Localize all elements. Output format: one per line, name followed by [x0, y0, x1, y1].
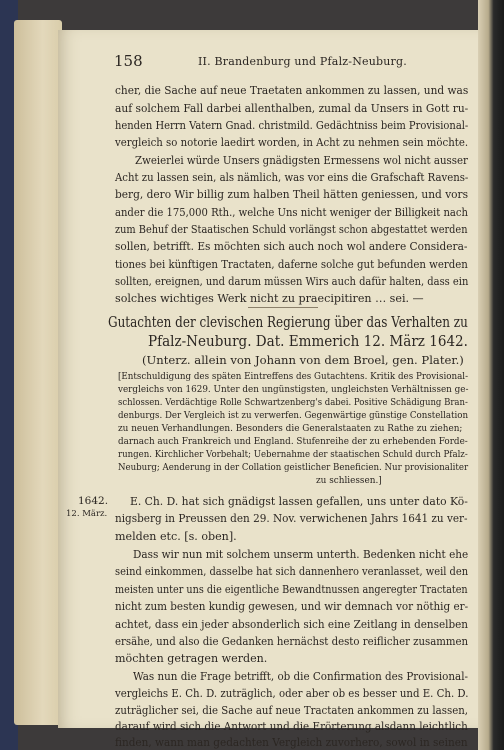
text-line: nicht zum besten kundig gewesen, und wir demnach vor nöthig er- — [115, 600, 469, 613]
margin-year: 1642. — [78, 495, 109, 507]
text-line: finden, wann man gedachten Vergleich zuvorhero, sowol in seinen — [115, 736, 468, 749]
text-line: seind einkommen, dasselbe hat sich dannenhero veranlasset, weil den — [115, 565, 469, 578]
text-line: E. Ch. D. hat sich gnädigst lassen gefallen, uns unter dato Kö- — [130, 495, 468, 508]
summary-line: vergleichs von 1629. Unter den ungünstigsten, ungleichsten Verhältnissen ge- — [118, 385, 469, 395]
summary-line: zu schliessen.] — [316, 476, 382, 486]
text-line: zuträglicher sei, die Sache auf neue Tractaten ankommen zu lassen, — [115, 704, 469, 717]
text-line: zum Behuf der Staatischen Schuld vorlängst schon abgestattet werden — [115, 223, 468, 236]
text-line: vergleich so notorie laedirt worden, in Acht zu nehmen sein möchte. — [115, 136, 469, 149]
text-line: melden etc. [s. oben]. — [115, 530, 237, 543]
summary-line: zu neuen Verhandlungen. Besonders die Generalstaaten zu Rathe zu ziehen; — [118, 424, 463, 434]
text-line: henden Herrn Vatern Gnad. christmild. Gedächtniss beim Provisional- — [115, 119, 469, 132]
page-stack — [14, 20, 62, 725]
summary-line: rungen. Kirchlicher Vorbehalt; Uebernahme der staatischen Schuld durch Pfalz- — [118, 450, 468, 460]
text-line: ander die 175,000 Rth., welche Uns nicht weniger der Billigkeit nach — [115, 206, 468, 219]
section-title-date: Pfalz-Neuburg. Dat. Emmerich 12. März 1642. — [148, 332, 468, 350]
text-line: ersähe, und also die Gedanken hernächst desto reiflicher zusammen — [115, 635, 469, 648]
section-subtitle: (Unterz. allein von Johann von dem Broel, gen. Plater.) — [142, 353, 464, 367]
text-line: cher, die Sache auf neue Traetaten ankommen zu lassen, und was — [115, 84, 469, 97]
text-line: Dass wir nun mit solchem unserm unterth. Bedenken nicht ehe — [133, 548, 469, 561]
text-line: Acht zu lassen sein, als nämlich, was vor eins die Grafschaft Ravens- — [115, 171, 469, 184]
text-line: nigsberg in Preussen den 29. Nov. verwichenen Jahrs 1641 zu ver- — [115, 512, 468, 525]
book-right-edge — [478, 0, 504, 750]
summary-line: schlossen. Verdächtige Rolle Schwartzenberg's dabei. Positive Schädigung Bran- — [118, 398, 468, 408]
summary-line: darnach auch Frankreich und England. Stufenreihe der zu erhebenden Forde- — [118, 437, 468, 447]
text-line: Zweierlei würde Unsers gnädigsten Ermessens wol nicht ausser — [135, 154, 468, 167]
text-line: meisten unter uns die eigentliche Bewandtnussen angeregter Tractaten — [115, 583, 468, 596]
text-line: darauf wird sich die Antwort und die Erörterung alsdann leichtlich — [115, 720, 468, 733]
summary-line: denburgs. Der Vergleich ist zu verwerfen. Gegenwärtige günstige Constellation — [118, 411, 469, 421]
text-line: solches wichtiges Werk nicht zu praecipitiren … sei. — — [115, 292, 424, 305]
margin-date: 12. März. — [66, 509, 108, 519]
running-title: II. Brandenburg und Pfalz-Neuburg. — [198, 55, 407, 68]
text-line: tiones bei künftigen Tractaten, daferne solche gut befunden werden — [115, 258, 468, 271]
text-line: sollten, ereignen, und darum müssen Wirs auch dafür halten, dass ein — [115, 275, 469, 288]
text-line: Was nun die Frage betrifft, ob die Confirmation des Provisional- — [133, 670, 468, 683]
summary-line: Neuburg; Aenderung in der Collation geistlicher Beneficien. Nur provisionaliter — [118, 463, 469, 473]
book-page — [58, 30, 478, 749]
text-line: auf solchem Fall darbei allenthalben, zumal da Unsers in Gott ru- — [115, 102, 469, 115]
text-line: berg, dero Wir billig zum halben Theil hätten geniessen, und vors — [115, 188, 469, 201]
summary-line: [Entschuldigung des späten Eintreffens des Gutachtens. Kritik des Provisional- — [118, 372, 469, 382]
text-line: vergleichs E. Ch. D. zuträglich, oder aber ob es besser und E. Ch. D. — [115, 687, 469, 700]
text-line: achtet, dass ein jeder absonderlich sich eine Zeitlang in denselben — [115, 618, 469, 631]
section-title: Gutachten der clevischen Regierung über das Verhalten zu — [108, 313, 468, 331]
text-line: möchten getragen werden. — [115, 652, 268, 665]
text-line: sollen, betrifft. Es möchten sich auch noch wol andere Considera- — [115, 240, 468, 253]
section-divider — [248, 307, 318, 308]
page-number: 158 — [114, 52, 143, 70]
